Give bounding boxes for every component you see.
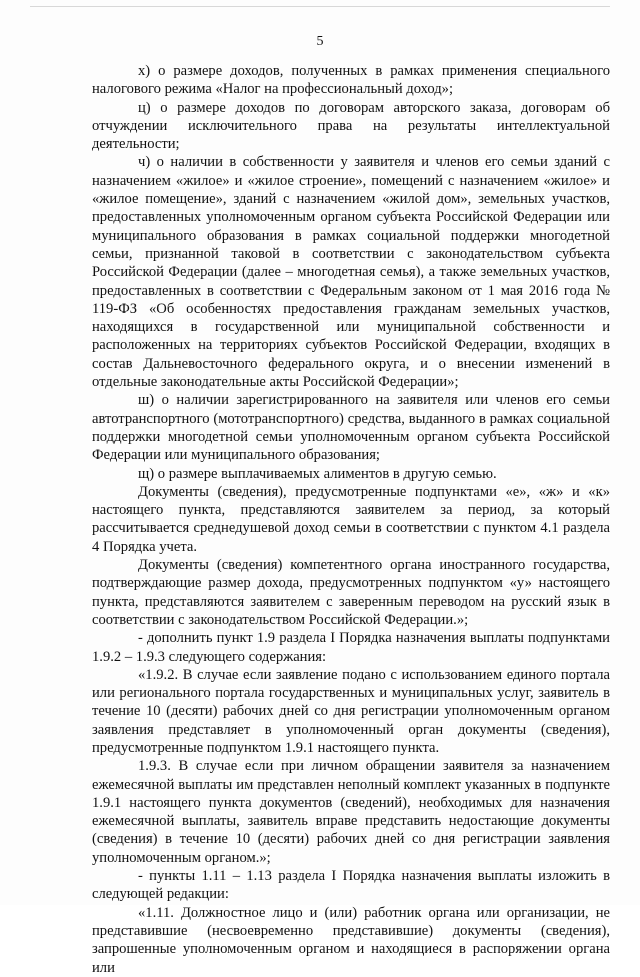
page-number: 5 <box>316 34 324 49</box>
paragraph-subitem-kh: х) о размере доходов, полученных в рамках применения специального налогового режима «Налог на профессиональный доход»; <box>92 63 610 98</box>
paragraph-subitem-ch: ч) о наличии в собственности у заявителя и членов его семьи зданий с назначением «жилое» и «жилое строение», помещений с назначением «жилое» и «жилое помещение», зданий с назначением «жилой дом», земельных участков, предоставленных уполномоченным органом субъекта Российской Федерации или муниципального образования в рамках социальной поддержки многодетной семьи, признанной таковой в соответствии с законодательством субъекта Российской Федерации (далее – многодетная семья), а также земельных участков, предоставленных в соответствии с Федеральным законом от 1 мая 2016 года № 119-ФЗ «Об особенностях предоставления гражданам земельных участков, находящихся в государственной или муниципальной собственности и расположенных на территориях субъектов Российской Федерации, входящих в состав Дальневосточного федерального округа, и о внесении изменений в отдельные законодательные акты Российской Федерации»; <box>92 154 610 391</box>
paragraph-documents-period: Документы (сведения), предусмотренные подпунктами «е», «ж» и «к» настоящего пункта, представляются заявителем за период, за который рассчитывается среднедушевой доход семьи в соответствии с пунктом 4.1 раздела 4 Порядка учета. <box>92 483 610 555</box>
paragraph-1-9-2: «1.9.2. В случае если заявление подано с использованием единого портала или регионального портала государственных и муниципальных услуг, заявитель в течение 10 (десяти) рабочих дней со дня регистрации уполномоченным органом заявления представляет в уполномоченный орган документы (сведения), предусмотренные подпунктом 1.9.1 настоящего пункта. <box>92 666 610 756</box>
scan-edge-line <box>30 6 610 9</box>
document-body <box>92 62 610 977</box>
paragraph-subitem-ts: ц) о размере доходов по договорам авторского заказа, договорам об отчуждении исключительного права на результаты интеллектуальной деятельности; <box>92 99 610 153</box>
paragraph-1-9-3: 1.9.3. В случае если при личном обращении заявителя за назначением ежемесячной выплаты им представлен неполный комплект указанных в подпункте 1.9.1 настоящего пункта документов (сведений), необходимых для назначения ежемесячной выплаты, заявитель вправе представить недостающие документы (сведения) в течение 10 (десяти) рабочих дней со дня регистрации заявления уполномоченным органом.»; <box>92 758 610 866</box>
paragraph-foreign-documents: Документы (сведения) компетентного органа иностранного государства, подтверждающие размер дохода, предусмотренных подпунктом «у» настоящего пункта, представляются заявителем с заверенным переводом на русский язык в соответствии с законодательством Российской Федерации.»; <box>92 557 610 628</box>
paragraph-1-11: «1.11. Должностное лицо и (или) работник органа или организации, не представившие (несвоевременно представившие) документы (сведения), запрошенные уполномоченным органом и находящиеся в распоряжении органа или <box>92 904 610 976</box>
paragraph-subitem-shch: щ) о размере выплачиваемых алиментов в другую семью. <box>138 465 497 482</box>
paragraph-subitem-sh: ш) о наличии зарегистрированного на заявителя или членов его семьи автотранспортного (мототранспортного) средства, выданного в рамках социальной поддержки многодетной семьи уполномоченным органом субъекта Российской Федерации или муниципального образования; <box>92 392 610 464</box>
paragraph-amendment-1-11: - пункты 1.11 – 1.13 раздела I Порядка назначения выплаты изложить в следующей редакции: <box>92 868 610 903</box>
paragraph-amendment-1-9: - дополнить пункт 1.9 раздела I Порядка назначения выплаты подпунктами 1.9.2 – 1.9.3 следующего содержания: <box>92 630 610 665</box>
